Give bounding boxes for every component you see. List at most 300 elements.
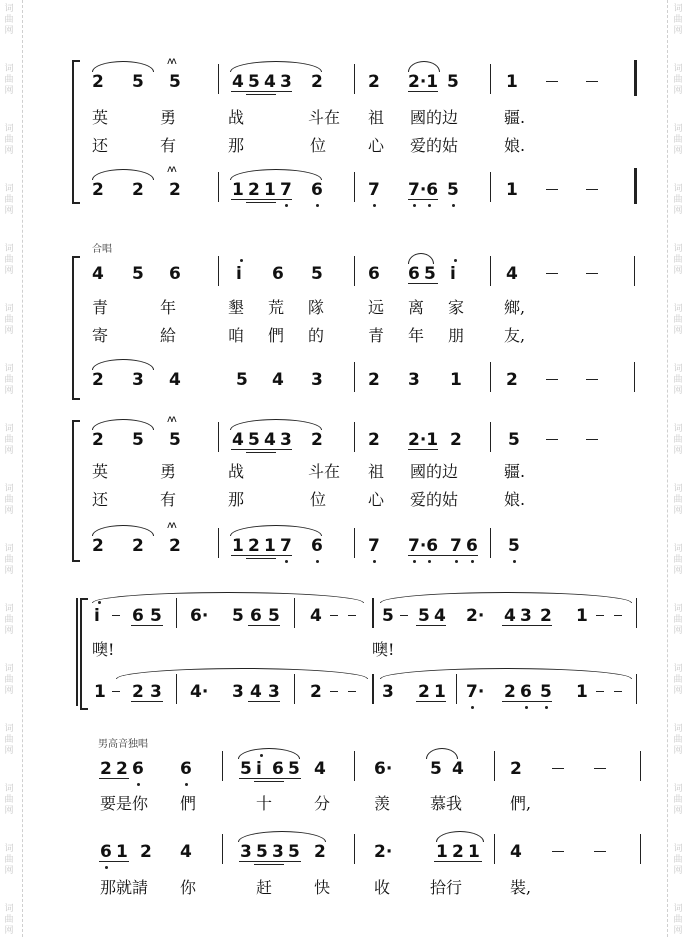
note: 4 (180, 842, 192, 862)
slur (230, 419, 322, 430)
lyric: 斗在 (308, 462, 341, 481)
watermark-glyph: 词 (4, 544, 14, 554)
note: 3 (150, 682, 162, 702)
barline (640, 834, 641, 864)
note: 6 (408, 264, 420, 284)
note: 2 (100, 759, 112, 779)
accent-mark: ʌʌ (167, 56, 175, 67)
watermark-glyph: 网 (673, 686, 683, 696)
slur (230, 61, 322, 72)
watermark-glyph: 网 (4, 746, 14, 756)
watermark-glyph: 词 (673, 424, 683, 434)
section-2-upper-notes (0, 262, 690, 288)
watermark-glyph: 词 (673, 484, 683, 494)
barline (354, 834, 355, 864)
watermark-glyph: 网 (4, 806, 14, 816)
note: 2 (92, 180, 104, 200)
watermark-glyph: 词 (4, 784, 14, 794)
note: 5 (268, 606, 280, 626)
final-barline (634, 168, 637, 204)
note: 2 (540, 606, 552, 626)
accent-mark: ʌʌ (167, 164, 175, 175)
note: 6 (100, 842, 112, 862)
section-1-lyrics-verse-2 (0, 136, 690, 160)
watermark-glyph: 词 (673, 184, 683, 194)
watermark-glyph: 词 (4, 664, 14, 674)
note: 1 (264, 180, 276, 200)
lyric: 勇 (160, 462, 177, 481)
part-label: 男高音独唱 (98, 739, 148, 750)
lyric: 國的边 (410, 108, 459, 127)
note: 2 (92, 370, 104, 390)
low-octave-dot (316, 560, 319, 563)
watermark-glyph: 网 (4, 146, 14, 156)
watermark-glyph: 曲 (673, 855, 683, 865)
section-4-lyrics (0, 640, 690, 664)
lyric: 位 (310, 490, 327, 509)
note: 4 (169, 370, 181, 390)
final-barline (634, 60, 637, 96)
note: 6 (311, 536, 323, 556)
watermark-glyph: 网 (673, 926, 683, 936)
sustain-dash (112, 691, 120, 692)
lyric: 要是你 (100, 794, 149, 813)
lyric: 年 (408, 326, 425, 345)
lyric: 那就請 (100, 878, 149, 897)
sustain-dash (330, 615, 338, 616)
watermark-glyph: 网 (673, 326, 683, 336)
slur (116, 668, 368, 679)
note: 6 (466, 536, 478, 556)
beam-underline (246, 558, 276, 559)
watermark-glyph: 词 (673, 364, 683, 374)
note: 6 (311, 180, 323, 200)
watermark-glyph: 曲 (673, 675, 683, 685)
watermark-glyph: 曲 (4, 615, 14, 625)
sustain-dash (586, 189, 598, 190)
note: 5 (540, 682, 552, 702)
barline (354, 256, 355, 286)
note: 3 (240, 842, 252, 862)
low-octave-dot (525, 706, 528, 709)
low-octave-dot (455, 560, 458, 563)
watermark-glyph: 网 (673, 506, 683, 516)
high-octave-dot (240, 259, 243, 262)
lyric: 朋 (448, 326, 465, 345)
barline (490, 528, 491, 558)
note: 6 (250, 606, 262, 626)
beam-underline (416, 701, 446, 702)
slur (92, 419, 154, 430)
watermark-glyph: 网 (673, 806, 683, 816)
barline (494, 751, 495, 781)
watermark-glyph: 词 (673, 244, 683, 254)
watermark-glyph: 网 (4, 26, 14, 36)
lyric: 还 (92, 490, 109, 509)
watermark-glyph: 词 (673, 904, 683, 914)
low-octave-dot (285, 204, 288, 207)
note: 4 (264, 72, 276, 92)
watermark-glyph: 网 (673, 446, 683, 456)
note: 2 (132, 682, 144, 702)
note: 3 (268, 682, 280, 702)
sustain-dash (552, 851, 564, 852)
note: 3 (520, 606, 532, 626)
note: 5 (424, 264, 436, 284)
barline (176, 674, 177, 704)
note: 5 (150, 606, 162, 626)
watermark-glyph: 词 (4, 4, 14, 14)
lyric: 战 (228, 108, 245, 127)
lyric: 英 (92, 108, 109, 127)
section-4-lower-notes (0, 680, 690, 706)
note: 1 (468, 842, 480, 862)
watermark-glyph: 曲 (4, 795, 14, 805)
barline (354, 422, 355, 452)
note: 2 (169, 536, 181, 556)
note: 6· (374, 759, 393, 779)
sustain-dash (546, 273, 558, 274)
barline (222, 834, 223, 864)
section-6-lyrics (0, 878, 690, 902)
low-octave-dot (373, 204, 376, 207)
barline (490, 256, 491, 286)
watermark-glyph: 词 (673, 724, 683, 734)
beam-underline (502, 701, 552, 702)
slur (92, 592, 364, 603)
sustain-dash (594, 768, 606, 769)
sustain-dash (586, 379, 598, 380)
barline (222, 751, 223, 781)
note: 1 (576, 682, 588, 702)
note: 2 (310, 682, 322, 702)
beam-underline (408, 449, 438, 450)
note: 2 (452, 842, 464, 862)
watermark-glyph: 曲 (673, 255, 683, 265)
note: 4 (232, 72, 244, 92)
note: 4 (310, 606, 322, 626)
watermark-glyph: 曲 (673, 735, 683, 745)
lyric: 有 (160, 136, 177, 155)
beam-underline (231, 555, 292, 556)
note: 4 (264, 430, 276, 450)
section-3-lyrics-verse-1 (0, 462, 690, 486)
note: 7 (368, 180, 380, 200)
watermark-glyph: 曲 (673, 435, 683, 445)
barline (218, 64, 219, 94)
barline (634, 362, 635, 392)
note: 2 (92, 430, 104, 450)
note: 6 (132, 606, 144, 626)
barline (354, 362, 355, 392)
barline (176, 598, 177, 628)
watermark-glyph: 网 (4, 566, 14, 576)
slur (92, 61, 154, 72)
watermark-glyph: 网 (673, 26, 683, 36)
high-octave-dot (260, 754, 263, 757)
beam-underline (246, 452, 276, 453)
section-5-lyrics (0, 794, 690, 818)
slur (408, 253, 434, 264)
note: 2 (169, 180, 181, 200)
note: 5 (232, 606, 244, 626)
lyric: 心 (368, 136, 385, 155)
low-octave-dot (452, 204, 455, 207)
high-octave-dot (98, 601, 101, 604)
note: 2 (450, 430, 462, 450)
watermark-glyph: 曲 (4, 135, 14, 145)
beam-underline (416, 625, 446, 626)
note: 5 (382, 606, 394, 626)
note: 4 (506, 264, 518, 284)
note: 4 (232, 430, 244, 450)
low-octave-dot (105, 866, 108, 869)
note: 2 (311, 72, 323, 92)
note: 1 (264, 536, 276, 556)
section-2-lyrics-verse-1 (0, 298, 690, 322)
lyric: 噢! (372, 640, 395, 659)
lyric: 隊 (308, 298, 325, 317)
note: 4 (504, 606, 516, 626)
lyric: 裝, (510, 878, 532, 897)
note: 6 (272, 759, 284, 779)
beam-underline (408, 91, 438, 92)
accent-mark: ʌʌ (167, 520, 175, 531)
repeat-bar (372, 674, 374, 704)
lyric: 疆. (504, 462, 526, 481)
note: 1 (434, 682, 446, 702)
watermark-glyph: 网 (4, 386, 14, 396)
barline (640, 751, 641, 781)
watermark-glyph: 词 (4, 124, 14, 134)
note: 2 (248, 536, 260, 556)
watermark-glyph: 曲 (4, 255, 14, 265)
watermark-glyph: 曲 (4, 435, 14, 445)
sustain-dash (348, 615, 356, 616)
note: 5 (236, 370, 248, 390)
beam-underline (239, 861, 301, 862)
barline (636, 598, 637, 628)
watermark-glyph: 曲 (4, 75, 14, 85)
note: 5 (248, 72, 260, 92)
section-1-upper-notes (0, 56, 690, 96)
note: 6 (180, 759, 192, 779)
barline (636, 674, 637, 704)
low-octave-dot (137, 783, 140, 786)
note: 5 (132, 430, 144, 450)
beam-underline (248, 625, 280, 626)
sustain-dash (586, 439, 598, 440)
section-5-notes (0, 757, 690, 783)
watermark-glyph: 词 (4, 364, 14, 374)
barline (490, 422, 491, 452)
watermark-glyph: 词 (4, 184, 14, 194)
note: i (256, 759, 262, 779)
note: 1 (232, 180, 244, 200)
barline (354, 528, 355, 558)
beam-underline (131, 701, 163, 702)
note: 5 (240, 759, 252, 779)
lyric: 墾 (228, 298, 245, 317)
sustain-dash (596, 615, 604, 616)
slur (436, 831, 484, 842)
lyric: 給 (160, 326, 177, 345)
section-3-lower-notes (0, 520, 690, 560)
lyric: 羡 (374, 794, 391, 813)
watermark-glyph: 曲 (673, 195, 683, 205)
note: 4· (190, 682, 209, 702)
watermark-glyph: 曲 (673, 495, 683, 505)
lyric: 有 (160, 490, 177, 509)
note: 4 (510, 842, 522, 862)
lyric: 十 (256, 794, 273, 813)
watermark-glyph: 曲 (673, 555, 683, 565)
watermark-glyph: 网 (4, 866, 14, 876)
low-octave-dot (545, 706, 548, 709)
lyric: 祖 (368, 462, 385, 481)
watermark-glyph: 词 (673, 4, 683, 14)
watermark-glyph: 网 (673, 866, 683, 876)
low-octave-dot (428, 560, 431, 563)
low-octave-dot (513, 560, 516, 563)
slur (92, 525, 154, 536)
part-label: 合唱 (92, 244, 112, 255)
barline (634, 256, 635, 286)
beam-underline (99, 778, 129, 779)
note: 2 (248, 180, 260, 200)
watermark-glyph: 网 (4, 686, 14, 696)
lyric: 寄 (92, 326, 109, 345)
lyric: 位 (310, 136, 327, 155)
watermark-glyph: 词 (4, 724, 14, 734)
low-octave-dot (428, 204, 431, 207)
barline (218, 172, 219, 202)
watermark-glyph: 网 (673, 146, 683, 156)
watermark-glyph: 网 (4, 206, 14, 216)
watermark-glyph: 曲 (4, 195, 14, 205)
sustain-dash (400, 615, 408, 616)
note: 1 (450, 370, 462, 390)
barline (218, 422, 219, 452)
note: 1 (506, 180, 518, 200)
beam-underline (248, 701, 280, 702)
watermark-glyph: 曲 (673, 15, 683, 25)
note: 3 (280, 430, 292, 450)
watermark-glyph: 曲 (4, 735, 14, 745)
beam-underline (408, 199, 438, 200)
note: 2 (504, 682, 516, 702)
watermark-glyph: 网 (673, 86, 683, 96)
note: 6 (520, 682, 532, 702)
note: 4 (92, 264, 104, 284)
low-octave-dot (413, 560, 416, 563)
sustain-dash (112, 615, 120, 616)
slur (92, 169, 154, 180)
note: 3 (272, 842, 284, 862)
lyric: 赶 (256, 878, 273, 897)
slur (426, 748, 458, 759)
sustain-dash (546, 439, 558, 440)
watermark-glyph: 曲 (4, 855, 14, 865)
lyric: 噢! (92, 640, 115, 659)
note: 2 (418, 682, 430, 702)
note: 6· (190, 606, 209, 626)
barline (354, 172, 355, 202)
watermark-glyph: 词 (673, 304, 683, 314)
section-1-lower-notes (0, 164, 690, 204)
lyric: 疆. (504, 108, 526, 127)
section-2-lower-notes (0, 368, 690, 394)
beam-underline (434, 861, 482, 862)
watermark-glyph: 词 (673, 784, 683, 794)
watermark-glyph: 词 (4, 484, 14, 494)
note: 7 (450, 536, 462, 556)
slur (238, 748, 300, 759)
barline (494, 834, 495, 864)
barline (218, 528, 219, 558)
note: 1 (506, 72, 518, 92)
barline (490, 64, 491, 94)
lyric: 咱 (228, 326, 245, 345)
sustain-dash (552, 768, 564, 769)
note: 2 (132, 180, 144, 200)
watermark-glyph: 词 (673, 544, 683, 554)
slur (380, 668, 632, 679)
note: 5 (288, 842, 300, 862)
note: i (236, 264, 242, 284)
note: i (450, 264, 456, 284)
watermark-glyph: 曲 (673, 795, 683, 805)
beam-underline (239, 778, 301, 779)
lyric: 远 (368, 298, 385, 317)
sustain-dash (348, 691, 356, 692)
lyric: 祖 (368, 108, 385, 127)
barline (490, 172, 491, 202)
note: 2 (140, 842, 152, 862)
note: 5 (311, 264, 323, 284)
note: 4 (272, 370, 284, 390)
lyric: 娘. (504, 136, 526, 155)
note: 3 (132, 370, 144, 390)
high-octave-dot (454, 259, 457, 262)
note: 7· (466, 682, 485, 702)
watermark-glyph: 曲 (4, 15, 14, 25)
note: 4 (434, 606, 446, 626)
sustain-dash (546, 379, 558, 380)
lyric: 斗在 (308, 108, 341, 127)
note: 5 (169, 72, 181, 92)
lyric: 年 (160, 298, 177, 317)
section-6-notes (0, 840, 690, 866)
lyric: 爱的姑 (410, 490, 459, 509)
lyric: 收 (374, 878, 391, 897)
beam-underline (408, 283, 438, 284)
sustain-dash (546, 189, 558, 190)
lyric: 勇 (160, 108, 177, 127)
note: 2 (314, 842, 326, 862)
note: 5 (418, 606, 430, 626)
repeat-bar (372, 598, 374, 628)
note: 5 (508, 536, 520, 556)
watermark-glyph: 网 (4, 506, 14, 516)
note: 3 (280, 72, 292, 92)
section-1-lyrics-verse-1 (0, 108, 690, 132)
watermark-glyph: 曲 (673, 375, 683, 385)
note: 2 (368, 370, 380, 390)
watermark-glyph: 词 (4, 304, 14, 314)
sustain-dash (614, 691, 622, 692)
slur (92, 359, 154, 370)
